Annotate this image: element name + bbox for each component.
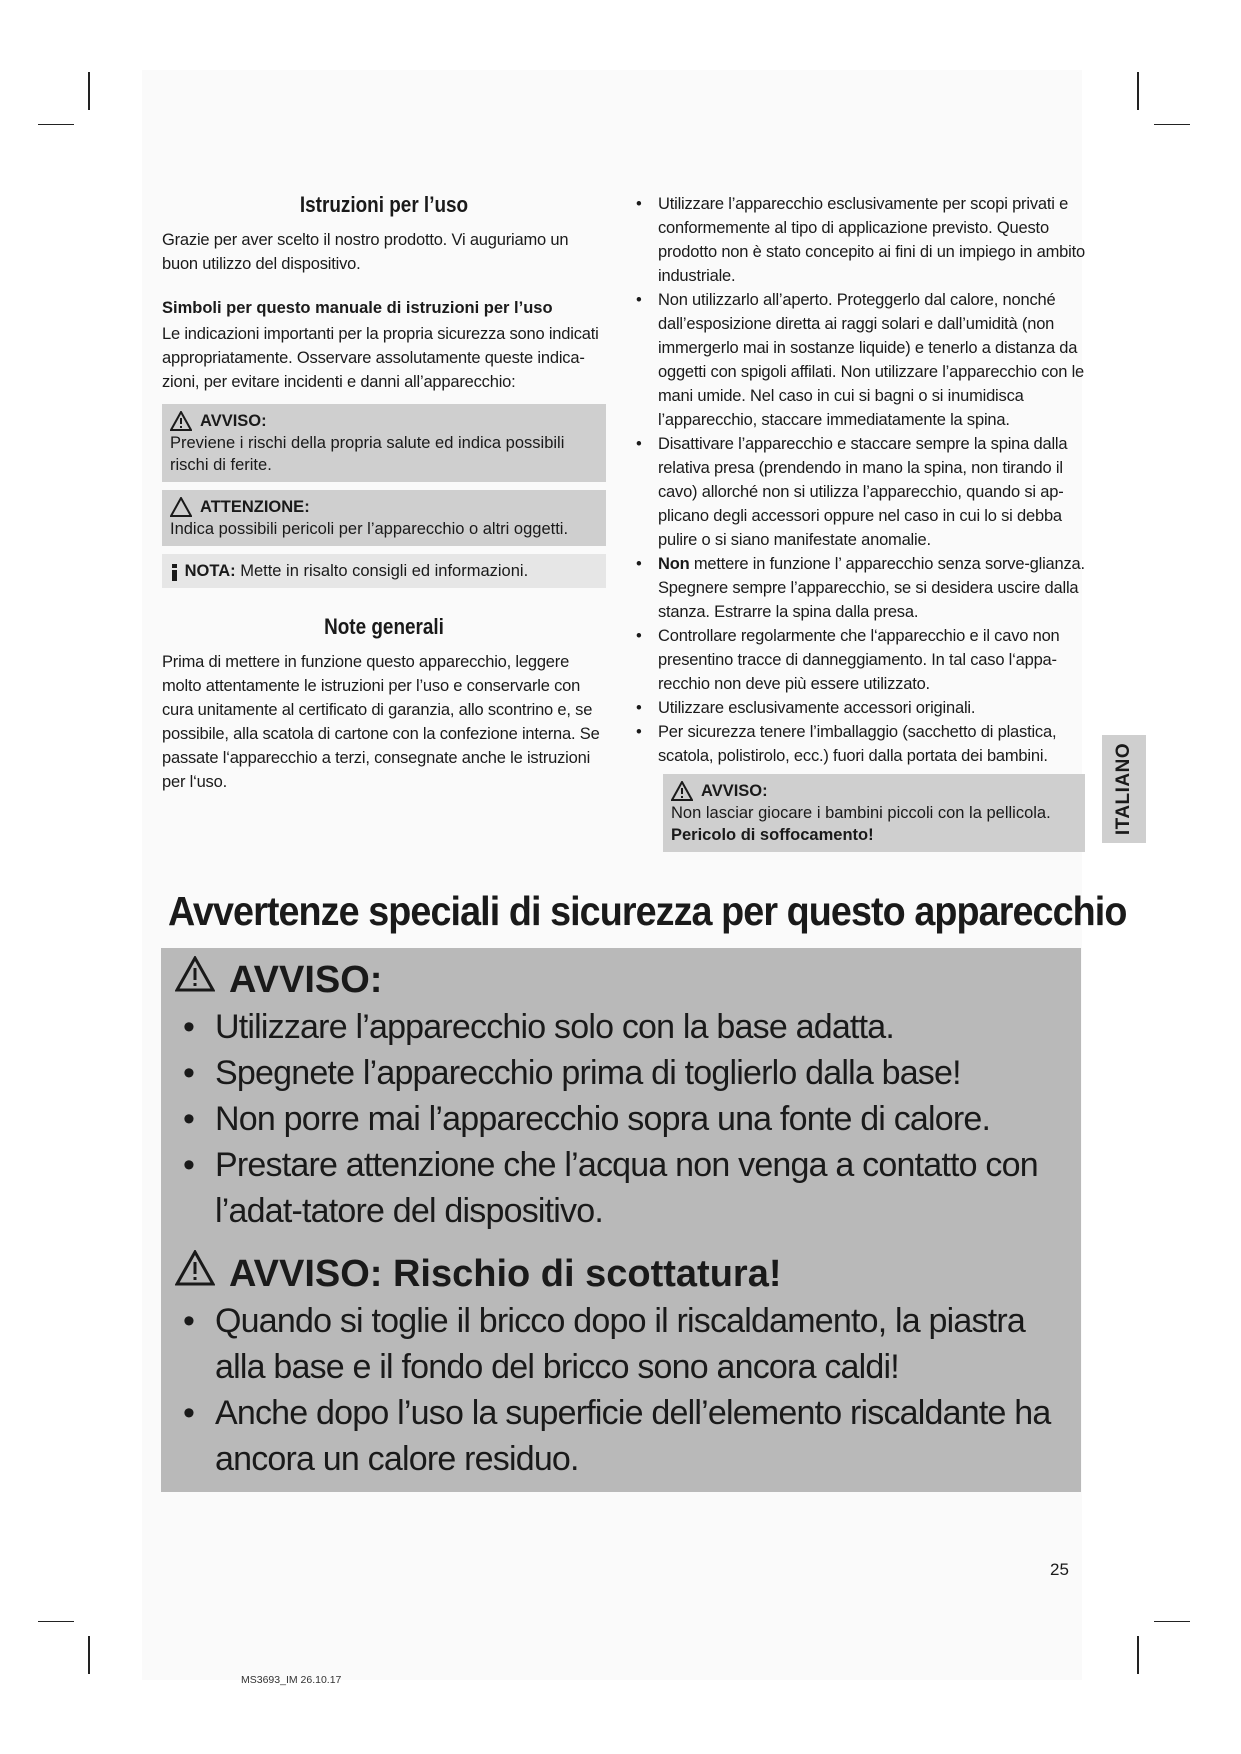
right-column — [636, 192, 1088, 852]
burn-avviso-title — [175, 1250, 1067, 1298]
list-item: • Quando si toglie il bricco dopo il riscaldamento, la piastra alla base e il fondo del bricco sono ancora caldi! — [175, 1298, 1067, 1390]
nota-text: Mette in risalto consigli ed informazioni. — [240, 562, 529, 580]
list-item — [636, 552, 1088, 624]
burn-avviso-label: AVVISO: Rischio di scottatura! — [229, 1253, 782, 1295]
page-number: 25 — [1050, 1560, 1069, 1579]
general-notes-title: Note generali — [324, 614, 444, 639]
packaging-avviso-bold: Pericolo di soffocamento! — [671, 826, 874, 844]
language-tab-label: ITALIANO — [1113, 742, 1134, 836]
warning-icon — [175, 956, 215, 1004]
crop-mark — [88, 72, 90, 110]
avviso-box — [162, 404, 606, 482]
non-rest: mettere in funzione l’ apparecchio senza sorve-glianza. Spegnere sempre l’apparecchio, se si desidera uscire dalla stanza. Estrarre la spina dalla presa. — [658, 555, 1085, 621]
caution-icon — [170, 497, 192, 517]
crop-mark — [1154, 1621, 1190, 1622]
list-item: • Utilizzare l’apparecchio esclusivamente per scopi privati e conformemente al tipo di applicazione previsto. Questo prodotto non è stato concepito ai fini di un impiego in ambito industriale. — [636, 192, 1088, 288]
nota-box — [162, 554, 606, 588]
special-avviso-label: AVVISO: — [229, 959, 383, 1001]
crop-mark — [1154, 124, 1190, 125]
list-item: • Prestare attenzione che l’acqua non venga a contatto con l’adat-tatore del dispositivo. — [175, 1142, 1067, 1234]
intro-text: Grazie per aver scelto il nostro prodotto. Vi auguriamo un buon utilizzo del dispositivo. — [162, 231, 569, 273]
nota-label: NOTA: — [184, 562, 236, 580]
attenzione-box — [162, 490, 606, 546]
list-item: • Controllare regolarmente che l‘apparecchio e il cavo non presentino tracce di danneggiamento. In tal caso l‘appa-recchio non deve più essere utilizzato. — [636, 624, 1088, 696]
list-item: • Per sicurezza tenere l’imballaggio (sacchetto di plastica, scatola, polistirolo, ecc.) fuori dalla portata dei bambini. — [636, 720, 1088, 768]
avviso-box-title — [170, 410, 598, 432]
packaging-avviso-title — [671, 780, 1077, 802]
list-item: • Anche dopo l’uso la superficie dell’elemento riscaldante ha ancora un calore residuo. — [175, 1390, 1067, 1482]
packaging-avviso-box — [663, 774, 1085, 852]
list-item: • Utilizzare l’apparecchio solo con la base adatta. — [175, 1004, 1067, 1050]
list-item: • Utilizzare esclusivamente accessori originali. — [636, 696, 1088, 720]
attenzione-label: ATTENZIONE: — [200, 498, 310, 516]
instructions-title: Istruzioni per l’uso — [299, 192, 469, 217]
special-avviso-title — [175, 956, 1067, 1004]
crop-mark — [38, 124, 74, 125]
left-column — [162, 192, 606, 794]
crop-mark — [38, 1621, 74, 1622]
info-icon — [170, 562, 180, 582]
attenzione-box-title — [170, 496, 598, 518]
warning-icon — [671, 781, 693, 801]
non-bold: Non — [658, 555, 690, 573]
warning-icon — [175, 1250, 215, 1298]
packaging-avviso-text: Non lasciar giocare i bambini piccoli con la pellicola. — [671, 804, 1051, 822]
avviso-label: AVVISO: — [701, 782, 768, 800]
crop-mark — [1137, 1636, 1139, 1674]
crop-mark — [88, 1636, 90, 1674]
symbols-text: Le indicazioni importanti per la propria sicurezza sono indicati appropriatamente. Osservare assolutamente queste indica-zioni, per evitare incidenti e danni all’apparecchio: — [162, 325, 599, 391]
avviso-text: Previene i rischi della propria salute ed indica possibili rischi di ferite. — [170, 434, 565, 474]
special-safety-title: Avvertenze speciali di sicurezza per questo apparecchio — [168, 888, 1127, 934]
special-avviso-list — [175, 1004, 1067, 1234]
list-item: • Spegnete l’apparecchio prima di toglierlo dalla base! — [175, 1050, 1067, 1096]
attenzione-text: Indica possibili pericoli per l’apparecchio o altri oggetti. — [170, 520, 569, 538]
general-notes-text: Prima di mettere in funzione questo apparecchio, leggere molto attentamente le istruzioni per l’uso e conservarle con cura unitamente al certificato di garanzia, allo scontrino e, se possibile, alla scatola di cartone con la confezione interna. Se passate l‘apparecchio a terzi, consegnate anche le istruzioni per l‘uso. — [162, 653, 600, 791]
avviso-label: AVVISO: — [200, 412, 267, 430]
special-avviso-box — [161, 948, 1081, 1244]
burn-avviso-box — [161, 1242, 1081, 1492]
crop-mark — [1137, 72, 1139, 110]
safety-list — [636, 192, 1088, 768]
footer-code: MS3693_IM 26.10.17 — [241, 1674, 342, 1686]
list-item: • Disattivare l’apparecchio e staccare sempre la spina dalla relativa presa (prendendo in mano la spina, non tirando il cavo) allorché non si utilizza l’apparecchio, quando si ap-plicano degli accessori oppure nel caso in cui lo si debba pulire o si siano manifestate anomalie. — [636, 432, 1088, 552]
list-item: • Non porre mai l’apparecchio sopra una fonte di calore. — [175, 1096, 1067, 1142]
warning-icon — [170, 411, 192, 431]
symbols-heading: Simboli per questo manuale di istruzioni per l’uso — [162, 299, 553, 317]
language-tab — [1102, 735, 1146, 843]
burn-avviso-list — [175, 1298, 1067, 1482]
list-item: • Non utilizzarlo all’aperto. Proteggerlo dal calore, nonché dall’esposizione diretta ai raggi solari e dall’umidità (non immergerlo mai in sostanze liquide) e tenerlo a distanza da oggetti con spigoli affilati. Non utilizzare l’apparecchio con le mani umide. Nel caso in cui si bagni o si inumidisca l’apparecchio, staccare immediatamente la spina. — [636, 288, 1088, 432]
